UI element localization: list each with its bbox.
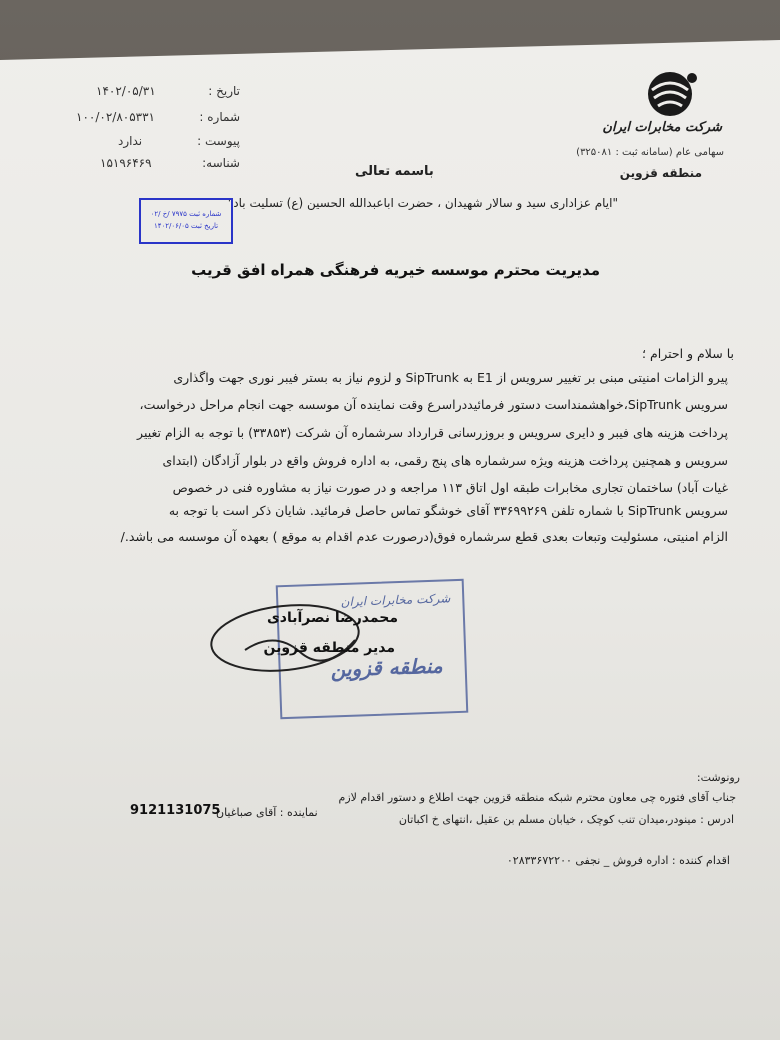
- id-label: شناسه:: [202, 156, 240, 170]
- basmala: باسمه تعالی: [355, 164, 434, 179]
- representative-label: نماینده : آقای صباغیان: [216, 806, 318, 819]
- registration-date: تاریخ ثبت ۱۴۰۲/۰۶/۰۵: [153, 222, 219, 230]
- stamp-region-name: منطقه قزوین: [330, 653, 444, 682]
- body-line: سرویس SipTrunk با شماره تلفن ۳۳۶۹۹۲۶۹ آقای خوشگو تماس حاصل فرمائید. شایان ذکر است با توجه به: [168, 503, 728, 518]
- action-by: اقدام کننده : اداره فروش _ نجفی ۰۲۸۳۳۶۷۲۲۰۰: [506, 854, 730, 867]
- body-line: غیات آباد) ساختمان تجاری مخابرات طبقه اول اتاق ۱۱۳ مراجعه و در صورت نیاز به مشاوره فنی در خصوص: [172, 480, 728, 495]
- addressee: مدیریت محترم موسسه خیریه فرهنگی همراه افق قریب: [191, 261, 600, 279]
- copy-address: ادرس : مینودر،میدان تنب کوچک ، خیابان مسلم بن عقیل ،انتهای خ اکباتان: [398, 813, 734, 826]
- attachment-value: ندارد: [118, 134, 143, 148]
- date-label: تاریخ :: [208, 84, 240, 98]
- greeting: با سلام و احترام ؛: [642, 346, 734, 361]
- body-line: الزام امنیتی، مسئولیت وتبعات بعدی قطع سرشماره فوق(درصورت عدم اقدام به موقع ) بعهده آن موسسه می باشد./: [120, 529, 728, 544]
- signatory-name: محمدرضا نصرآبادی: [266, 610, 398, 626]
- signatory-title: مدیر منطقه قزوین: [263, 640, 395, 656]
- date-value: ۱۴۰۲/۰۵/۳۱: [96, 84, 156, 98]
- number-value: ۱۰۰/۰۲/۸۰۵۳۳۱: [76, 110, 155, 124]
- copy-label: رونوشت:: [696, 771, 740, 784]
- number-label: شماره :: [199, 110, 240, 124]
- company-name: شرکت مخابرات ایران: [602, 120, 722, 135]
- motto-line: "ایام عزاداری سید و سالار شهیدان ، حضرت اباعبدالله الحسین (ع) تسلیت باد": [227, 196, 618, 210]
- registration-number: شماره ثبت ۷۹۷۵ /خ /۰۲: [150, 210, 222, 218]
- copy-recipient: جناب آقای فتوره چی معاون محترم شبکه منطقه قزوین جهت اطلاع و دستور اقدام لازم: [338, 791, 736, 804]
- body-line: سرویس SipTrunk،خواهشمنداست دستور فرمائیددراسرع وقت نماینده آن موسسه جهت انجام مراحل درخواست،: [139, 397, 728, 412]
- id-value: ۱۵۱۹۶۴۶۹: [100, 156, 152, 170]
- company-registration: سهامی عام (سامانه ثبت : ۳۲۵۰۸۱): [576, 147, 724, 158]
- company-region: منطقه قزوین: [619, 166, 702, 180]
- body-line: پیرو الزامات امنیتی مبنی بر تغییر سرویس از E1 به SipTrunk و لزوم نیاز به بستر فیبر نوری جهت واگذاری: [173, 370, 728, 385]
- representative-phone: 9121131075: [130, 803, 221, 818]
- body-line: سرویس و همچنین پرداخت هزینه ویژه سرشماره های پنج رقمی، به اداره فروش واقع در بلوار آزادگان (ابتدای: [162, 453, 728, 468]
- telecom-logo-icon: [640, 68, 706, 120]
- body-line: پرداخت هزینه های فیبر و دایری سرویس و بروزرسانی قرارداد سرشماره آن شرکت (۳۳۸۵۳) با توجه به الزام تغییر: [137, 425, 728, 440]
- registration-stamp: [139, 198, 233, 244]
- stamp-company-name: شرکت مخابرات ایران: [340, 591, 451, 610]
- attachment-label: پیوست :: [197, 134, 240, 148]
